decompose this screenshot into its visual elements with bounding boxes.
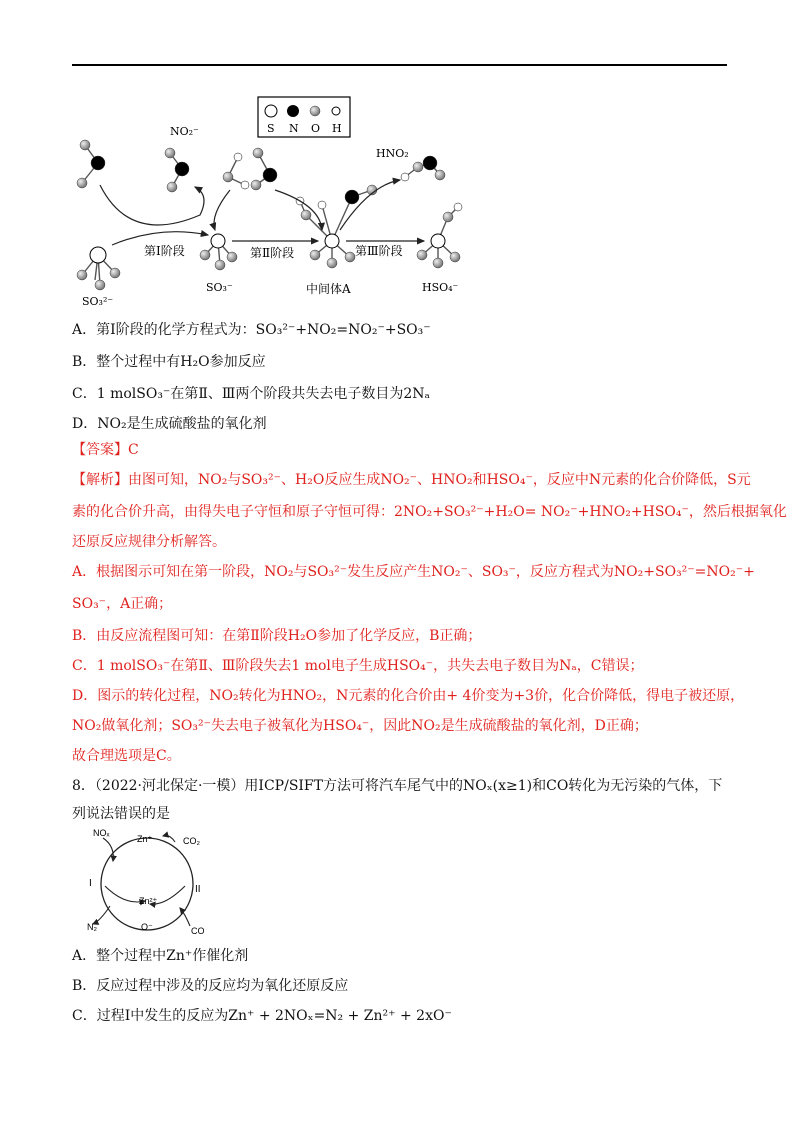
- zn-plus-label: Zn⁺: [137, 834, 153, 844]
- co-label: CO: [191, 926, 205, 936]
- q7-option-c: C．1 molSO₃⁻在第Ⅱ、Ⅲ两个阶段共失去电子数目为2Nₐ: [72, 386, 430, 402]
- stage1-arrow-top: [100, 185, 204, 225]
- q7-option-a: A．第Ⅰ阶段的化学方程式为：SO₃²⁻+NO₂=NO₂⁻+SO₃⁻: [72, 322, 431, 338]
- legend-box: [258, 97, 350, 137]
- process-i-label: I: [89, 878, 92, 889]
- q7-conclusion: 故合理选项是C。: [72, 748, 181, 764]
- no2-minus-label: NO₂⁻: [170, 125, 199, 138]
- sulfur-legend-icon: [265, 105, 277, 117]
- q7-explanation-d2: NO₂做氧化剂；SO₃²⁻失去电子被氧化为HSO₄⁻，因此NO₂是生成硫酸盐的氧化剂，D正确；: [72, 718, 648, 734]
- process-ii-label: II: [195, 884, 201, 895]
- legend-o: O: [311, 122, 321, 135]
- q7-explanation-d1: D．图示的转化过程，NO₂转化为HNO₂，N元素的化合价由+ 4价变为+3价，化合价降低，得电子被还原，: [72, 688, 745, 704]
- legend-n: N: [289, 122, 299, 135]
- legend-h: H: [332, 122, 342, 135]
- q8-option-b: B．反应过程中涉及的反应均为氧化还原反应: [72, 978, 349, 994]
- o-minus-label: O⁻: [141, 922, 153, 932]
- zn2-label: Zn²⁺: [139, 896, 158, 906]
- hno2-label: HNO₂: [376, 147, 409, 160]
- so3-2minus-label: SO₃²⁻: [82, 295, 114, 308]
- q7-explanation-1: 【解析】由图可知，NO₂与SO₃²⁻、H₂O反应生成NO₂⁻、HNO₂和HSO₄⁻，反应中N元素的化合价降低，S元: [72, 472, 751, 488]
- stage1-label: 第Ⅰ阶段: [144, 244, 185, 258]
- co2-label: CO₂: [183, 836, 200, 846]
- q8-option-c: C．过程Ⅰ中发生的反应为Zn⁺ + 2NOₓ=N₂ + Zn²⁺ + 2xO⁻: [72, 1008, 452, 1024]
- reaction-mechanism-diagram: [60, 95, 500, 315]
- stage2-label: 第Ⅱ阶段: [250, 246, 295, 260]
- q7-option-d: D．NO₂是生成硫酸盐的氧化剂: [72, 416, 267, 432]
- hso4-minus-label: HSO₄⁻: [422, 281, 459, 294]
- q7-option-b: B．整个过程中有H₂O参加反应: [72, 354, 266, 370]
- q8-stem-2: 列说法错误的是: [72, 806, 170, 822]
- legend-s: S: [267, 122, 275, 135]
- stage3-label: 第Ⅲ阶段: [355, 244, 403, 258]
- n2-label: N₂: [87, 922, 97, 932]
- q7-answer: 【答案】C: [72, 442, 139, 458]
- q8-option-a: A．整个过程中Zn⁺作催化剂: [72, 948, 249, 964]
- nitrogen-legend-icon: [287, 105, 299, 117]
- intermediate-a-label: 中间体A: [306, 282, 351, 296]
- q7-explanation-3: 还原反应规律分析解答。: [72, 534, 226, 550]
- q7-explanation-a2: SO₃⁻，A正确；: [72, 596, 173, 612]
- header-rule: [72, 64, 727, 66]
- q7-explanation-a1: A．根据图示可知在第一阶段，NO₂与SO₃²⁻发生反应产生NO₂⁻、SO₃⁻，反应方程式为NO₂+SO₃²⁻=NO₂⁻+: [72, 564, 755, 580]
- so3-minus-label: SO₃⁻: [206, 281, 233, 294]
- zn-cycle-diagram: [85, 826, 215, 936]
- q7-explanation-2: 素的化合价升高，由得失电子守恒和原子守恒可得：2NO₂+SO₃²⁻+H₂O= NO₂⁻+HNO₂+HSO₄⁻，然后根据氧化: [72, 504, 787, 520]
- q7-explanation-c: C．1 molSO₃⁻在第Ⅱ、Ⅲ阶段失去1 mol电子生成HSO₄⁻，共失去电子数目为Nₐ，C错误；: [72, 658, 644, 674]
- q7-explanation-b: B．由反应流程图可知：在第Ⅱ阶段H₂O参加了化学反应，B正确；: [72, 628, 482, 644]
- oxygen-legend-icon: [310, 106, 320, 116]
- nox-label: NOₓ: [93, 828, 110, 838]
- q8-stem-1: 8．（2022·河北保定·一模）用ICP/SIFT方法可将汽车尾气中的NOₓ(x≥1)和CO转化为无污染的气体，下: [72, 778, 723, 794]
- hydrogen-legend-icon: [332, 107, 340, 115]
